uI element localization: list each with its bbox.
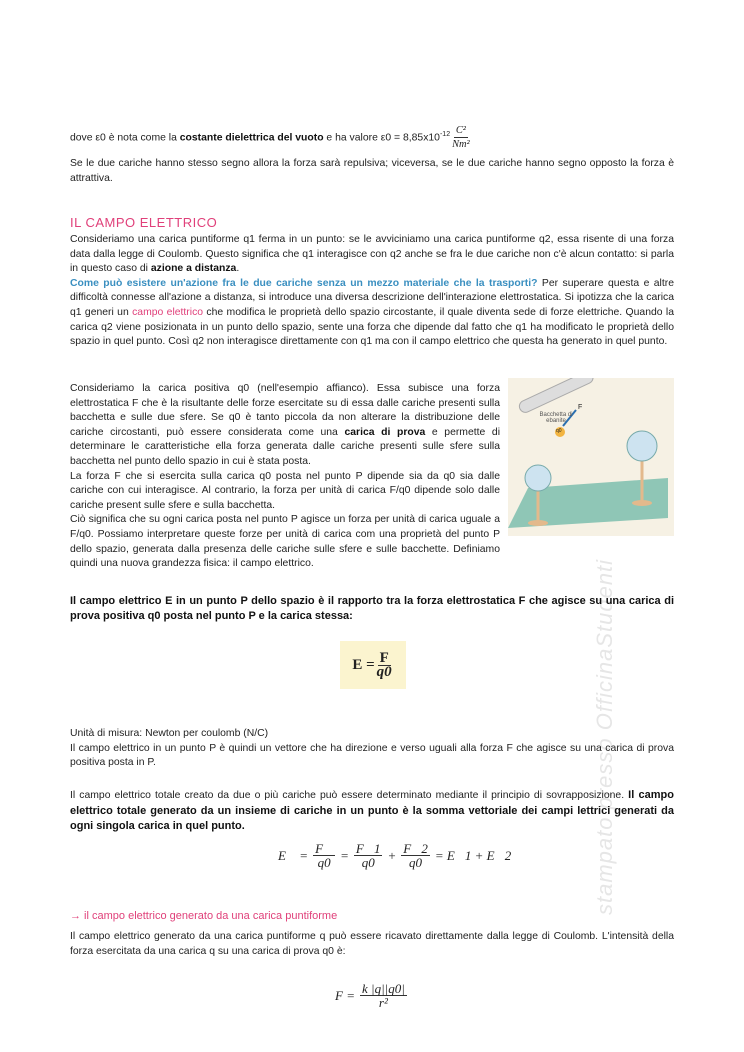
text: Unità di misura: Newton per coulomb (N/C) (70, 728, 269, 739)
formula-lhs: F = (335, 987, 355, 1003)
fraction (313, 842, 335, 869)
text: e ha valore ε0 = 8,85x10 (323, 132, 440, 144)
paragraph-units (70, 727, 674, 771)
numerator: F (379, 649, 389, 666)
text: Consideriamo una carica puntiforme q1 ferma in un punto: se le avviciniamo una carica puntiforme q2, essa risente di una forza data dalla legge di Coulomb. Questo significa che q1 interagisce con q2 anche se fra le due cariche non c'è alcun contatto: si parla in questo caso di (70, 234, 674, 275)
denominator: q0 (376, 663, 392, 680)
numerator: F⃗2 (403, 841, 428, 856)
bold-term: carica di prova (344, 426, 426, 438)
force-label: F (578, 404, 583, 411)
paragraph-superposition (70, 788, 674, 835)
text: . (236, 263, 240, 275)
text: Consideriamo la carica positiva q0 (nell'esempio affianco). Essa subisce una forza elettrostatica F che è la risultante delle forze esercitate su di essa dalle cariche presenti sulla bacchetta e sulle due sfere. Se q0 è tanto piccola da non alterare la distribuzione delle cariche circostanti, può essere considerata come una (70, 383, 500, 438)
fraction (401, 842, 430, 869)
subsection-heading: → il campo elettrico generato da una carica puntiforme (70, 910, 338, 922)
denominator: r² (378, 995, 388, 1010)
bold-term: Il campo elettrico totale generato da un insieme di cariche in un punto è la somma vettoriale dei campi lettrici generati da ogni singola carica in quel punto. (70, 789, 674, 833)
paragraph-sign: Se le due cariche hanno stesso segno allora la forza sarà repulsiva; viceversa, se le due cariche hanno segno opposto la forza è attrattiva. (70, 158, 674, 184)
denominator: q0 (361, 855, 375, 870)
definition-electric-field: Il campo elettrico E in un punto P dello spazio è il rapporto tra la forza elettrostatica F che agisce su una carica di prova positiva q0 posta nel punto P e la carica stessa: (70, 595, 674, 622)
numerator: C² (455, 125, 466, 136)
watermark: stampato presso OfficinaStudenti (592, 558, 617, 915)
denominator: Nm² (452, 139, 470, 150)
text: Per superare questa e altre difficoltà connesse all'azione a distanza, si introduce una diversa descrizione dell'interazione elettrostatica. Si ipotizza che la carica q1 generi un (70, 277, 674, 318)
formula-superposition (278, 842, 511, 869)
charge-label: q0 (556, 428, 562, 434)
question-highlight: Come può esistere un'azione fra le due cariche senza un mezzo materiale che la trasporti? (70, 277, 538, 289)
exponent: -12 (439, 130, 451, 138)
paragraph-point-charge: Il campo elettrico generato da una carica puntiforme q può essere ricavato direttamente dalla legge di Coulomb. L'intensità della forza esercitata da una carica q su una carica di prova q0 è: (70, 931, 674, 957)
formula-part: = E⃗1 + E⃗2 (434, 847, 512, 863)
paragraph-epsilon (70, 124, 674, 151)
text: La forza F che si esercita sulla carica q0 posta nel punto P dipende sia da q0 sia dalle cariche con cui interagisce. Al contrario, la forza per unità di carica F/q0 dipende solo dalle cariche present sulle sfere e sulla bacchetta. (70, 470, 500, 511)
figure-charged-spheres (508, 378, 674, 536)
denominator: q0 (317, 855, 331, 870)
bold-term: costante dielettrica del vuoto (179, 132, 324, 144)
pink-term: campo elettrico (132, 306, 204, 318)
text: e permette di determinare le caratteristiche ella forza generata dalle cariche presenti sulle sfere sulla bacchetta nel punto dello spazio in cui è stata posta. (70, 426, 500, 467)
text: Ciò significa che su ogni carica posta nel punto P agisce un forza per unità di carica uguale a F/q0. Possiamo interpretare queste forze per unità di carica com una proprietà del punto P dello spazio, generata dalla presenza delle cariche sulle sfere e sulle bacchette. Definiamo quindi una nuova grandezza fisica: il campo elettrico. (70, 514, 500, 570)
bold-term: azione a distanza (150, 263, 237, 275)
formula-part: = (340, 847, 349, 863)
paragraph-test-charge (70, 382, 500, 572)
fraction (376, 649, 392, 680)
formula-e-equals-f-over-q0 (340, 641, 406, 689)
text: che modifica le proprietà dello spazio circostante, il quale diventa sede di forze elettriche. Quando la carica q2 viene posizionata in un punto dello spazio, sente una forza che dipende dal fatto che q1 ha modificato le proprietà dello spazio in quel punto. Così q2 non interagisce direttamente con q1 ma con il campo elettrico che questa ha generato in quel punto. (70, 306, 674, 348)
numerator: F⃗ (315, 841, 334, 856)
formula-lhs: E = (352, 656, 375, 673)
formula-part: + (387, 847, 397, 863)
text: dove ε0 è nota come la (70, 132, 180, 144)
formula-coulomb-force (335, 982, 409, 1009)
text: Il campo elettrico in un punto P è quindi un vettore che ha direzione e verso uguali alla forza F che agisce su una carica di prova positiva posta in P. (70, 742, 674, 769)
formula-part: E⃗ = (278, 847, 309, 863)
text: Il campo elettrico totale creato da due o più cariche può essere determinato mediante il principio di sovrapposizione. (70, 790, 629, 801)
figure-label: Bacchetta di ebanite (539, 412, 573, 424)
spheres-illustration (508, 378, 674, 536)
unit-fraction (452, 124, 470, 151)
fraction (360, 982, 407, 1009)
fraction (354, 842, 383, 869)
numerator: F⃗1 (355, 841, 381, 856)
section-heading: IL CAMPO ELETTRICO (70, 215, 218, 230)
paragraph-action-distance (70, 233, 674, 350)
numerator: k |q||q0| (361, 981, 405, 996)
denominator: q0 (409, 855, 423, 870)
